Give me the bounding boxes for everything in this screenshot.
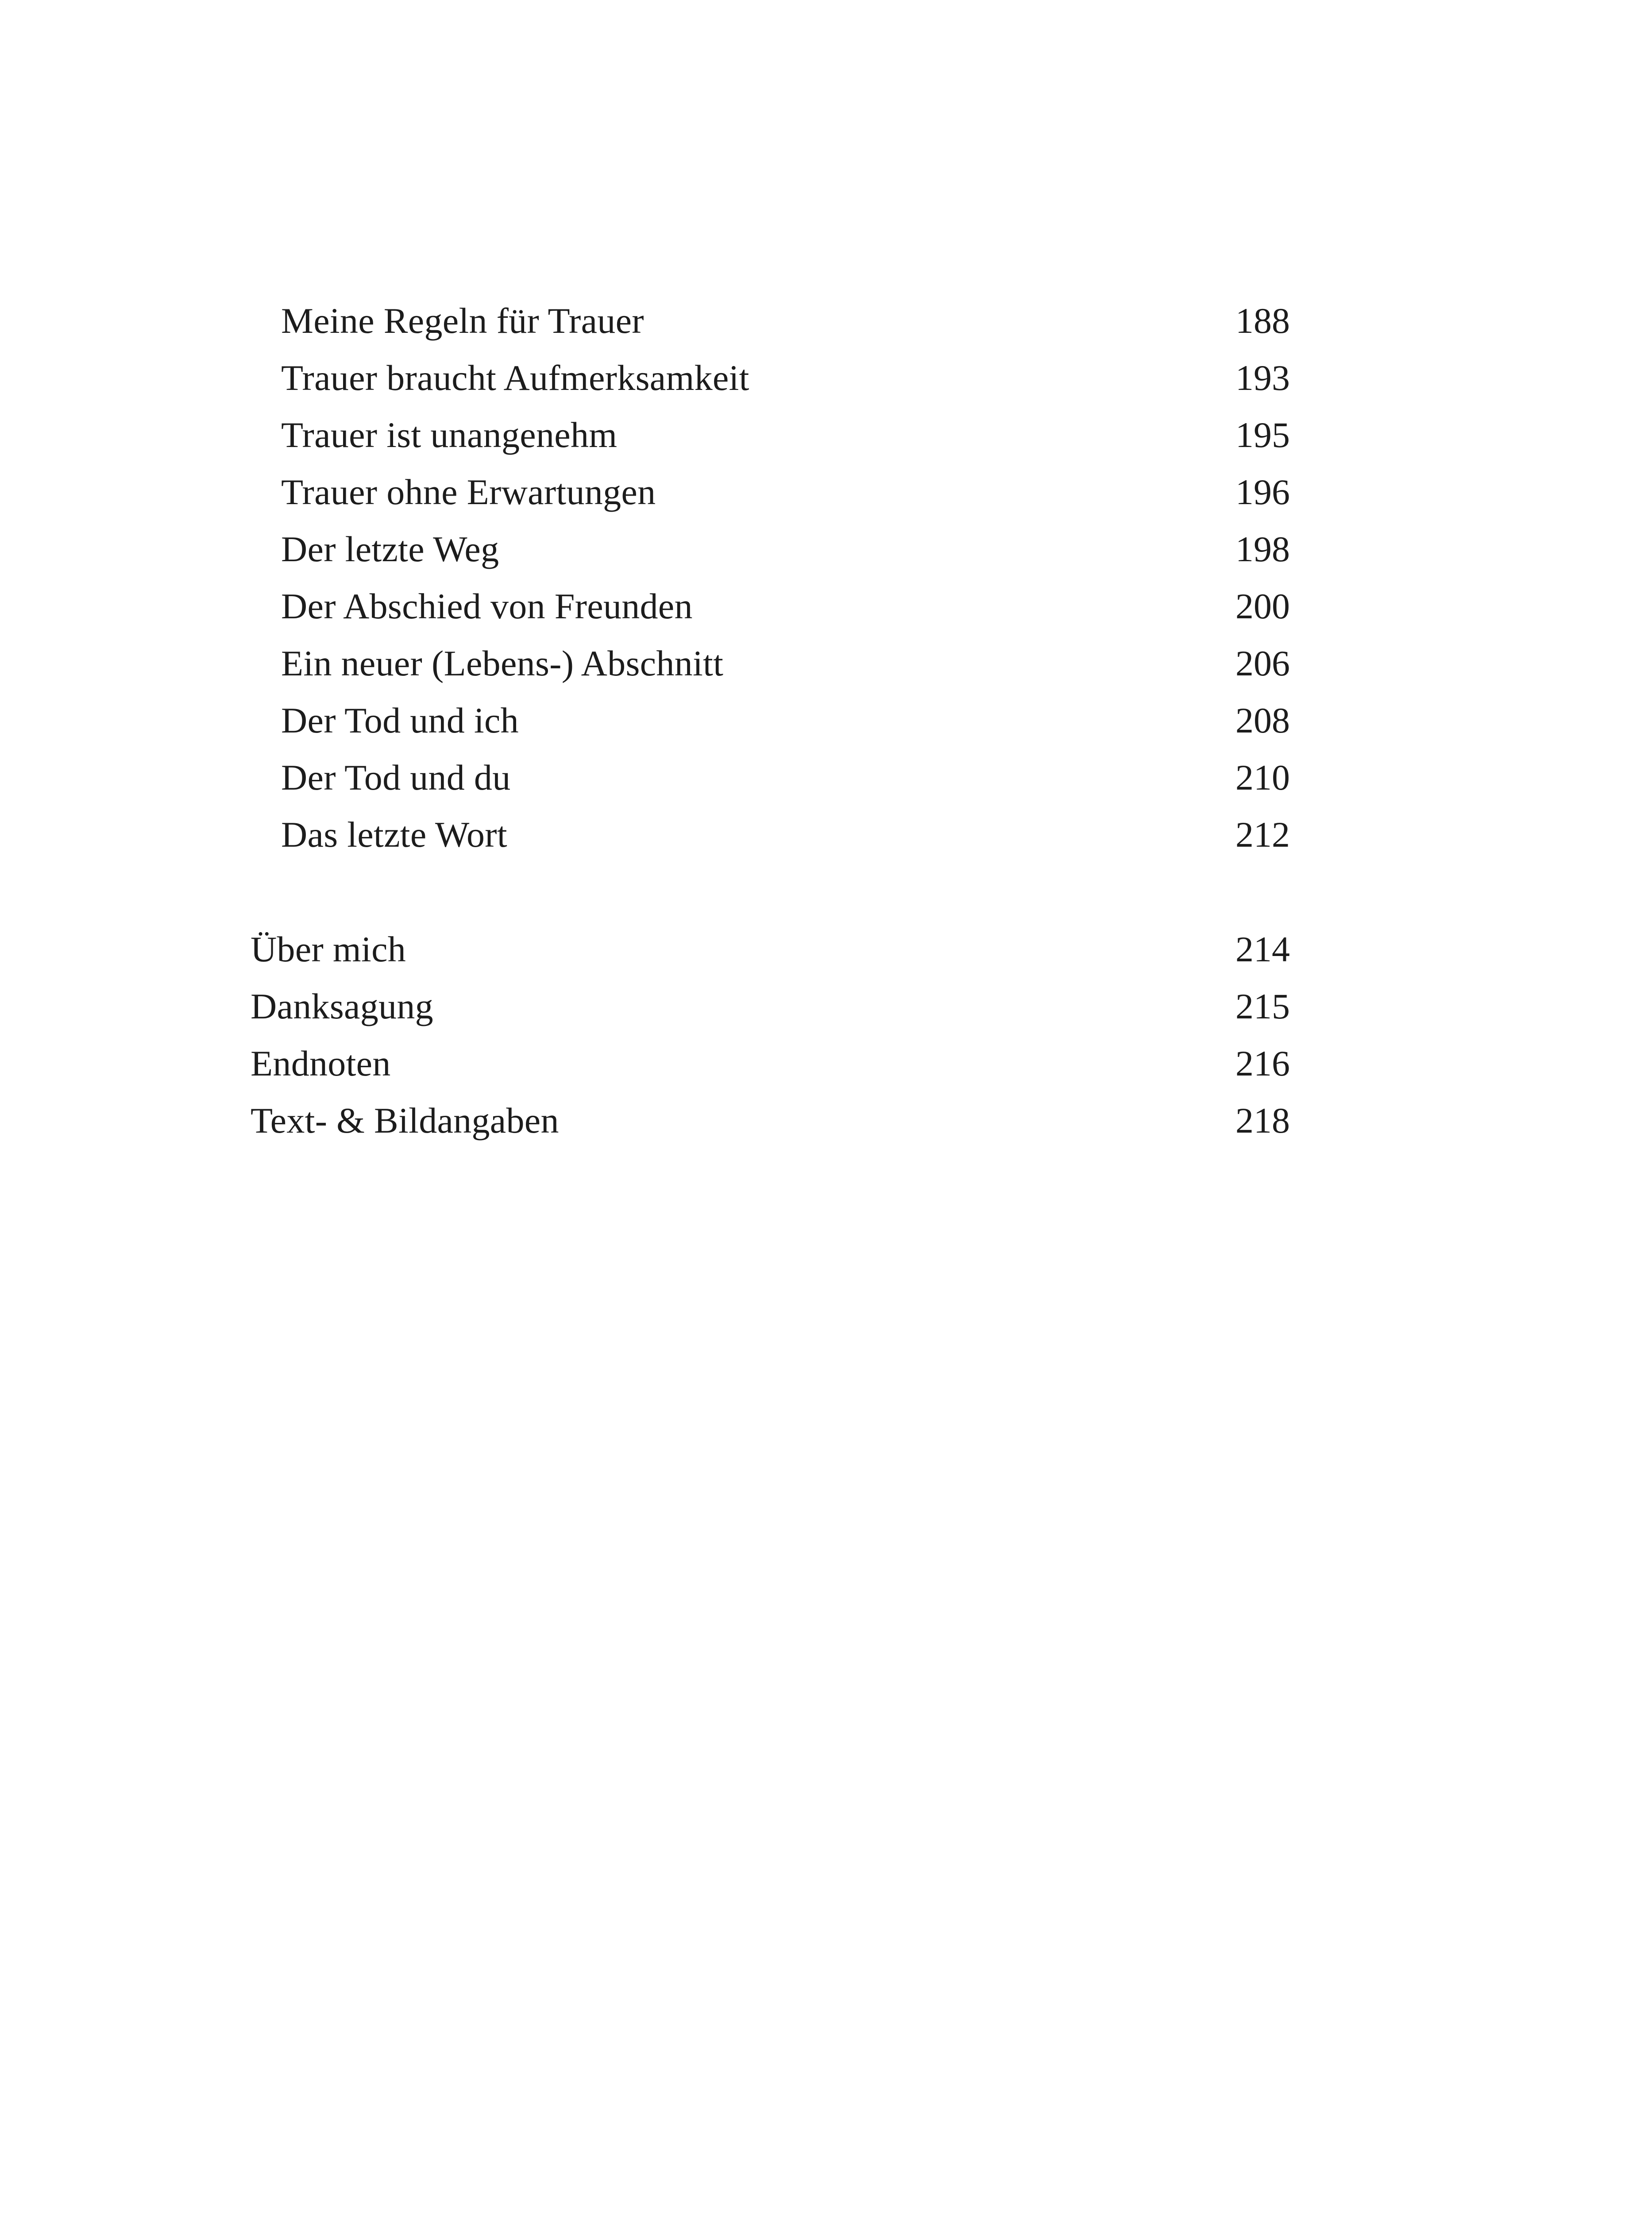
- toc-entry-title: Danksagung: [251, 986, 433, 1026]
- toc-entry-page: 218: [1235, 1100, 1290, 1141]
- toc-entry: [251, 921, 1290, 978]
- toc-entry-page: 200: [1235, 586, 1290, 626]
- toc-entry-title: Über mich: [251, 929, 406, 969]
- toc-entry: [251, 578, 1290, 635]
- toc-entry: [251, 1092, 1290, 1149]
- toc-entry-page: 210: [1235, 757, 1290, 798]
- toc-entry-title: Der Tod und du: [281, 757, 511, 798]
- toc-entry: [251, 520, 1290, 578]
- toc-entry-title: Trauer braucht Aufmerksamkeit: [281, 358, 749, 398]
- toc-entry: [251, 749, 1290, 806]
- toc-entry: [251, 349, 1290, 406]
- toc-entry-title: Meine Regeln für Trauer: [281, 301, 644, 341]
- toc-entry-page: 188: [1235, 301, 1290, 341]
- toc-entry-page: 195: [1235, 415, 1290, 455]
- toc-entry-title: Der letzte Weg: [281, 529, 499, 569]
- toc-entry-title: Endnoten: [251, 1043, 391, 1083]
- toc-entry: [251, 463, 1290, 520]
- toc-entry-page: 196: [1235, 472, 1290, 512]
- toc-entry-page: 212: [1235, 814, 1290, 855]
- toc-entry-page: 208: [1235, 700, 1290, 740]
- toc-entry: [251, 806, 1290, 863]
- toc-entry: [251, 1035, 1290, 1092]
- toc-entry-title: Der Tod und ich: [281, 700, 519, 740]
- toc-entry-title: Das letzte Wort: [281, 814, 507, 855]
- toc-entry: [251, 692, 1290, 749]
- toc-entry-title: Der Abschied von Freunden: [281, 586, 693, 626]
- toc-entry-title: Text- & Bildangaben: [251, 1100, 559, 1141]
- table-of-contents: [251, 292, 1290, 1149]
- toc-entry: [251, 406, 1290, 463]
- toc-entry-page: 215: [1235, 986, 1290, 1026]
- toc-entry-page: 214: [1235, 929, 1290, 969]
- toc-main-entries: [251, 921, 1290, 1149]
- toc-entry-page: 193: [1235, 358, 1290, 398]
- toc-entry: [251, 292, 1290, 349]
- toc-entry-page: 206: [1235, 643, 1290, 683]
- toc-entry-title: Trauer ist unangenehm: [281, 415, 618, 455]
- toc-entry: [251, 978, 1290, 1035]
- toc-entry: [251, 635, 1290, 692]
- toc-entry-title: Ein neuer (Lebens-) Abschnitt: [281, 643, 724, 683]
- toc-entry-page: 198: [1235, 529, 1290, 569]
- toc-entry-title: Trauer ohne Erwartungen: [281, 472, 656, 512]
- toc-sub-entries: [251, 292, 1290, 863]
- toc-entry-page: 216: [1235, 1043, 1290, 1083]
